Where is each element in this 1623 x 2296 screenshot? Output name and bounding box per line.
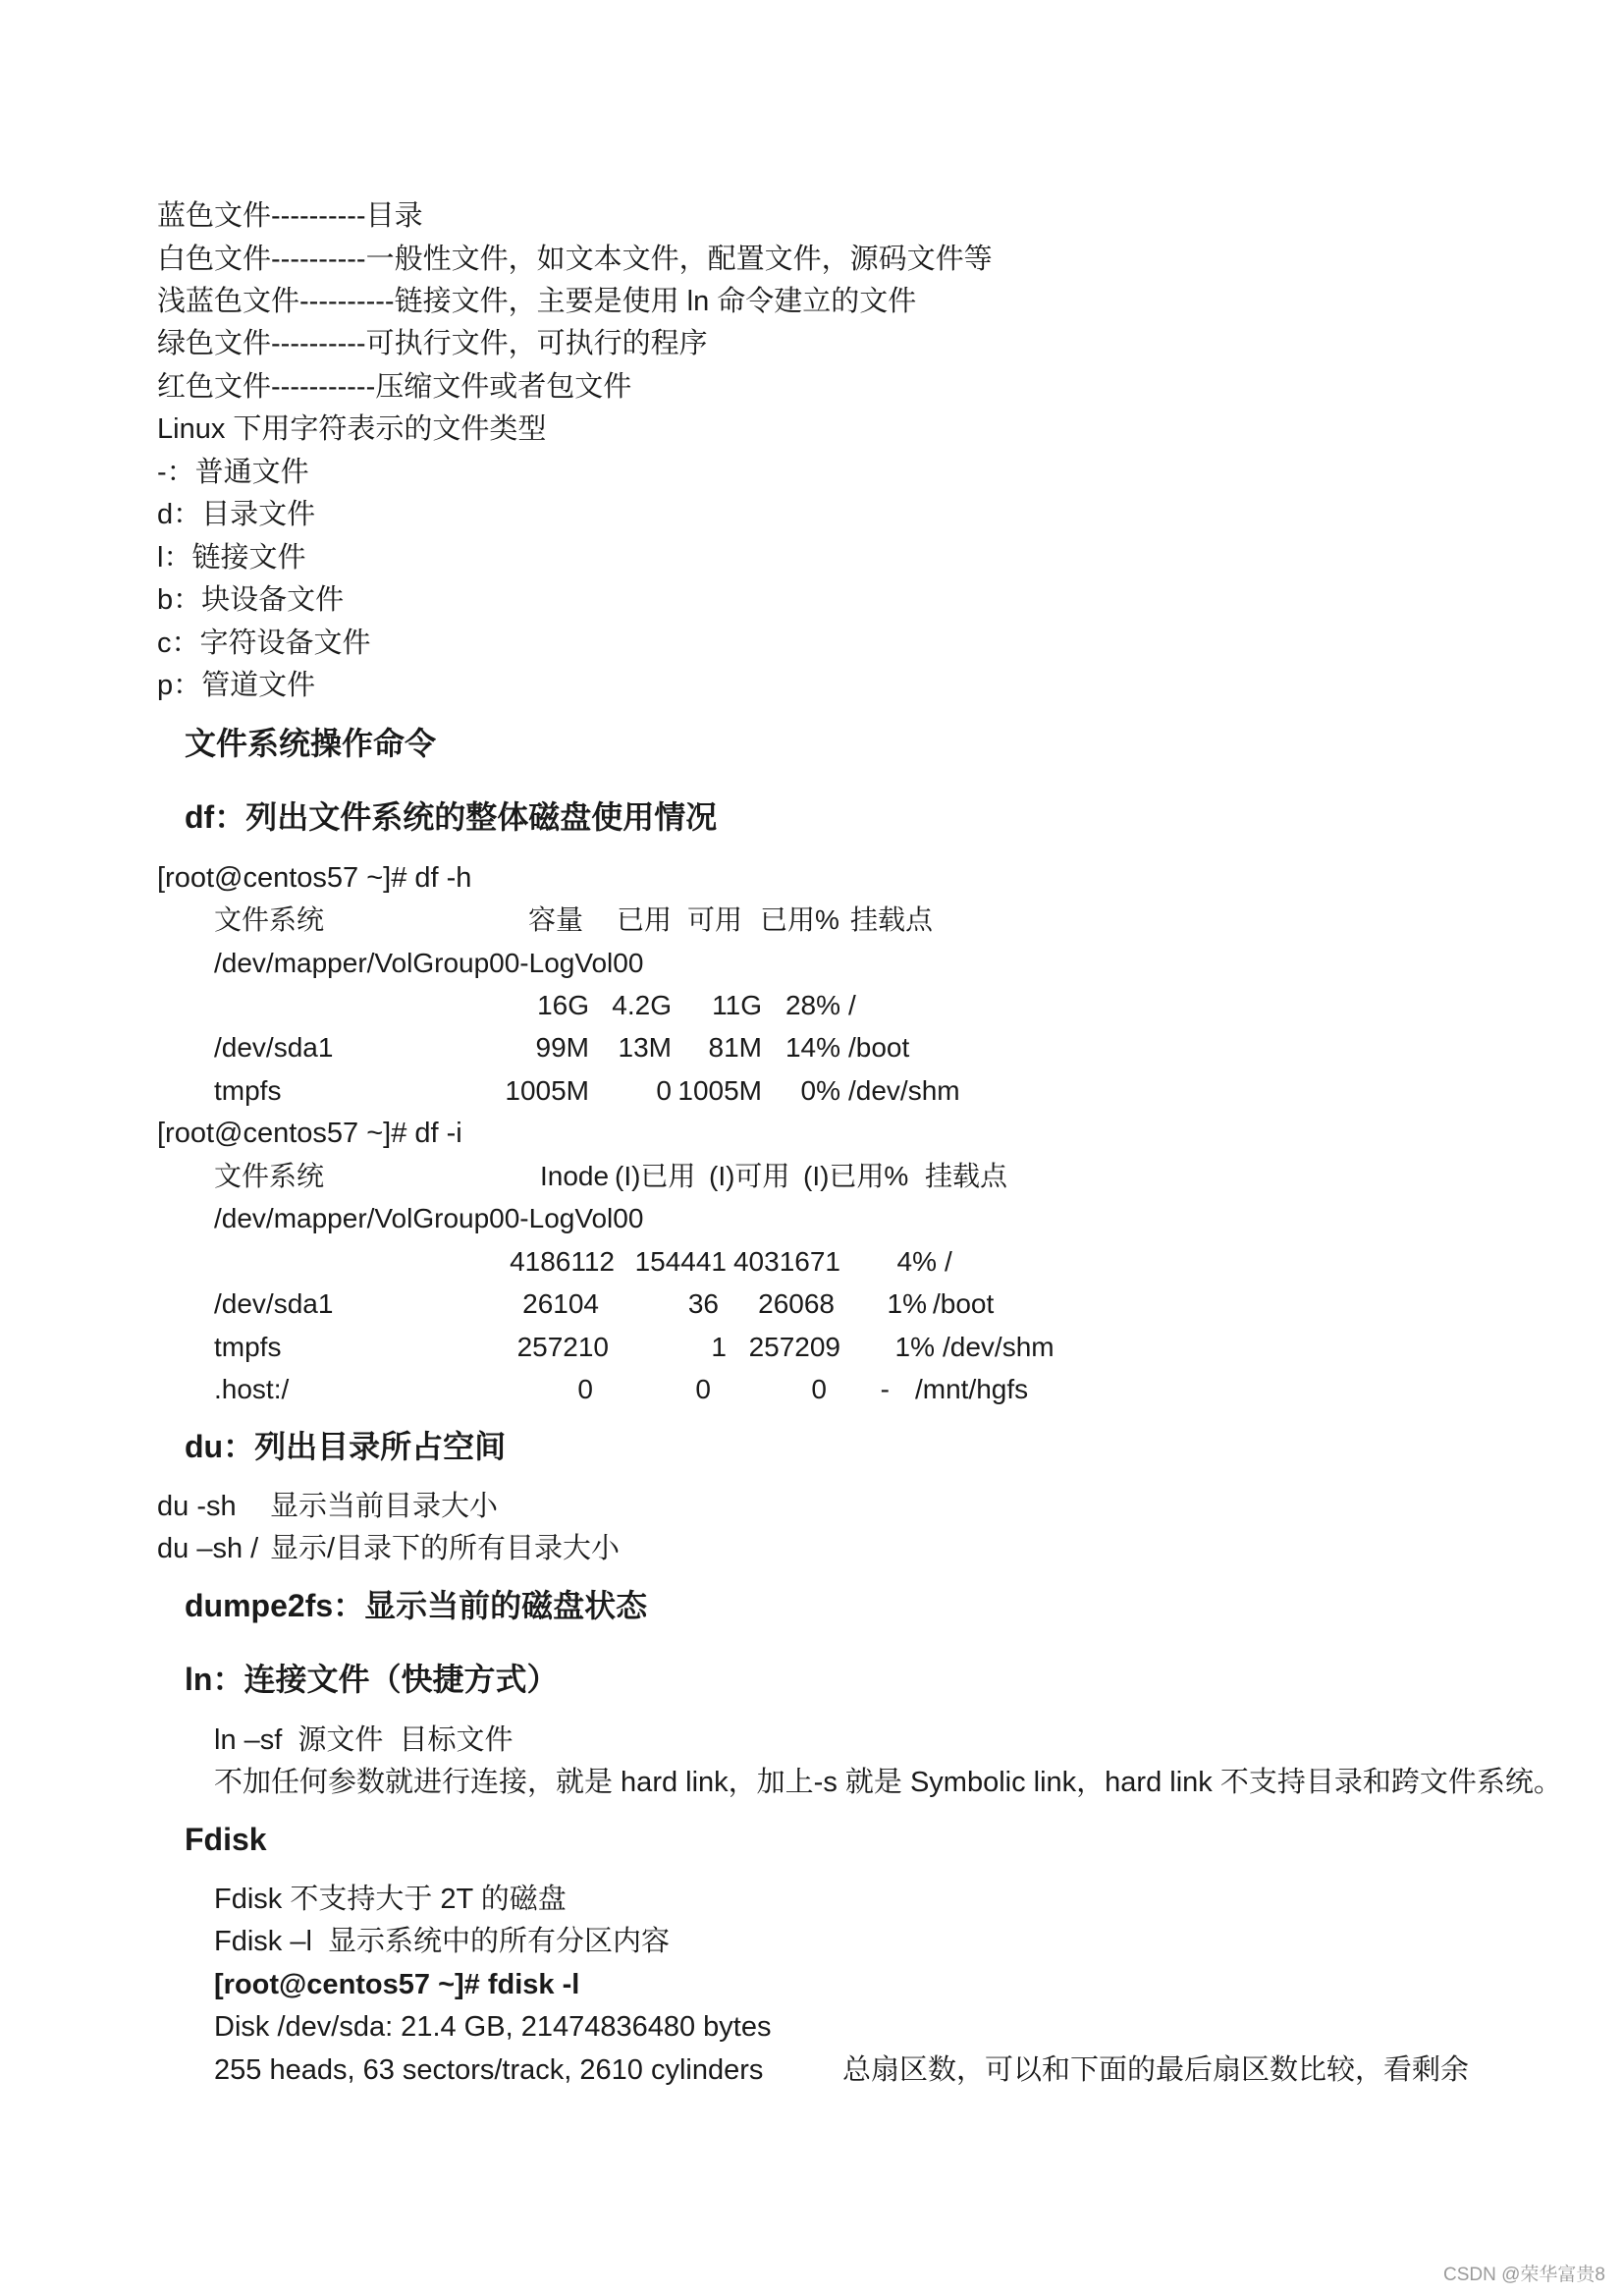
type-item: b：块设备文件 bbox=[157, 584, 345, 616]
col-mount: 挂载点 bbox=[850, 904, 934, 935]
fdisk-disk-line: Disk /dev/sda: 21.4 GB, 21474836480 bytes bbox=[214, 2011, 772, 2043]
cell-used: 154441 bbox=[634, 1246, 727, 1277]
table-row: /dev/mapper/VolGroup00-LogVol00 bbox=[214, 1203, 644, 1233]
col-used: 已用 bbox=[617, 904, 673, 935]
heading-du: du：列出目录所占空间 bbox=[185, 1429, 507, 1464]
cell-avail: 4031671 bbox=[732, 1246, 840, 1277]
cell-inode: 0 bbox=[577, 1374, 593, 1404]
color-line-red: 红色文件-----------压缩文件或者包文件 bbox=[157, 371, 632, 403]
heading-dumpe2fs: dumpe2fs：显示当前的磁盘状态 bbox=[185, 1588, 648, 1623]
types-title: Linux 下用字符表示的文件类型 bbox=[157, 413, 547, 445]
fdisk-cmd: [root@centos57 ~]# fdisk -l bbox=[214, 1969, 580, 2000]
ln-note: 不加任何参数就进行连接，就是 hard link，加上-s 就是 Symbolic link，hard link 不支持目录和跨文件系统。 bbox=[214, 1767, 1562, 1798]
cell-pct: 0% bbox=[800, 1075, 840, 1106]
col-fs: 文件系统 bbox=[214, 904, 325, 935]
cell-mount: /dev/shm bbox=[848, 1075, 960, 1106]
col-fs: 文件系统 bbox=[214, 1161, 325, 1191]
col-mount: 挂载点 bbox=[925, 1161, 1008, 1191]
cell-used: 0 bbox=[656, 1075, 672, 1106]
fdisk-geom-note: 总扇区数，可以和下面的最后扇区数比较，看剩余 bbox=[842, 2054, 1470, 2086]
cell-size: 99M bbox=[535, 1032, 589, 1063]
cell-mount: / bbox=[945, 1246, 952, 1277]
cell-mount: /mnt/hgfs bbox=[915, 1374, 1029, 1404]
cell-inode: 257210 bbox=[516, 1332, 609, 1362]
cell-used: 36 bbox=[687, 1288, 719, 1319]
cell-fs: /dev/sda1 bbox=[214, 1288, 334, 1319]
heading-df: df：列出文件系统的整体磁盘使用情况 bbox=[185, 799, 718, 835]
col-size: 容量 bbox=[528, 904, 584, 935]
cell-pct: 4% bbox=[896, 1246, 937, 1277]
cell-inode: 26104 bbox=[522, 1288, 599, 1319]
cell-avail: 0 bbox=[811, 1374, 827, 1404]
cell-pct: 28% bbox=[784, 990, 840, 1020]
ln-usage: ln –sf 源文件 目标文件 bbox=[214, 1724, 514, 1756]
cell-pct: 1% bbox=[887, 1288, 927, 1319]
col-used: (I)已用 bbox=[615, 1161, 696, 1191]
cell-mount: /dev/shm bbox=[943, 1332, 1055, 1362]
type-item: c：字符设备文件 bbox=[157, 628, 371, 659]
cell-avail: 81M bbox=[708, 1032, 762, 1063]
cell-mount: / bbox=[848, 990, 856, 1020]
cell-mount: /boot bbox=[848, 1032, 910, 1063]
cell-size: 1005M bbox=[505, 1075, 589, 1106]
col-pct: 已用% bbox=[760, 904, 839, 935]
cell-used: 4.2G bbox=[612, 990, 672, 1020]
cell-used: 0 bbox=[695, 1374, 711, 1404]
color-line-lightblue: 浅蓝色文件----------链接文件，主要是使用 ln 命令建立的文件 bbox=[157, 286, 917, 317]
type-item: -：普通文件 bbox=[157, 457, 309, 488]
heading-fs-commands: 文件系统操作命令 bbox=[185, 726, 437, 761]
cell-pct: 14% bbox=[784, 1032, 840, 1063]
cell-mount: /boot bbox=[933, 1288, 995, 1319]
col-avail: 可用 bbox=[687, 904, 743, 935]
type-item: p：管道文件 bbox=[157, 670, 316, 701]
cell-used: 13M bbox=[618, 1032, 672, 1063]
cell-size: 16G bbox=[537, 990, 589, 1020]
du-desc: 显示当前目录大小 bbox=[270, 1491, 499, 1522]
heading-ln: ln：连接文件（快捷方式） bbox=[185, 1662, 559, 1697]
heading-fdisk: Fdisk bbox=[185, 1822, 267, 1857]
col-inode: Inode bbox=[540, 1161, 610, 1191]
color-line-green: 绿色文件----------可执行文件，可执行的程序 bbox=[157, 328, 708, 359]
cell-pct: 1% bbox=[894, 1332, 935, 1362]
type-item: l：链接文件 bbox=[157, 542, 306, 574]
cmd-df-i: [root@centos57 ~]# df -i bbox=[157, 1118, 462, 1149]
cmd-df-h: [root@centos57 ~]# df -h bbox=[157, 862, 472, 894]
cell-fs: .host:/ bbox=[214, 1374, 290, 1404]
fdisk-line1: Fdisk 不支持大于 2T 的磁盘 bbox=[214, 1884, 567, 1915]
cell-fs: tmpfs bbox=[214, 1075, 282, 1106]
color-line-white: 白色文件----------一般性文件，如文本文件，配置文件，源码文件等 bbox=[157, 244, 993, 275]
cell-fs: /dev/sda1 bbox=[214, 1032, 334, 1063]
cell-avail: 26068 bbox=[758, 1288, 835, 1319]
cell-avail: 11G bbox=[712, 990, 762, 1020]
table-row: /dev/mapper/VolGroup00-LogVol00 bbox=[214, 948, 644, 978]
col-pct: (I)已用% bbox=[803, 1161, 909, 1191]
fdisk-line2: Fdisk –l 显示系统中的所有分区内容 bbox=[214, 1926, 671, 1957]
cell-pct: - bbox=[880, 1374, 890, 1404]
du-desc: 显示/目录下的所有目录大小 bbox=[270, 1533, 621, 1564]
cell-inode: 4186112 bbox=[510, 1246, 615, 1277]
du-cmd: du –sh / bbox=[157, 1533, 259, 1564]
cell-avail: 257209 bbox=[748, 1332, 840, 1362]
du-cmd: du -sh bbox=[157, 1491, 237, 1522]
color-line-blue: 蓝色文件----------目录 bbox=[157, 200, 423, 232]
col-avail: (I)可用 bbox=[709, 1161, 790, 1191]
type-item: d：目录文件 bbox=[157, 499, 316, 530]
cell-avail: 1005M bbox=[677, 1075, 762, 1106]
watermark: CSDN @荣华富贵8 bbox=[1443, 2265, 1605, 2285]
cell-used: 1 bbox=[711, 1332, 727, 1362]
cell-fs: tmpfs bbox=[214, 1332, 282, 1362]
fdisk-geom-line: 255 heads, 63 sectors/track, 2610 cylinders bbox=[214, 2054, 764, 2086]
